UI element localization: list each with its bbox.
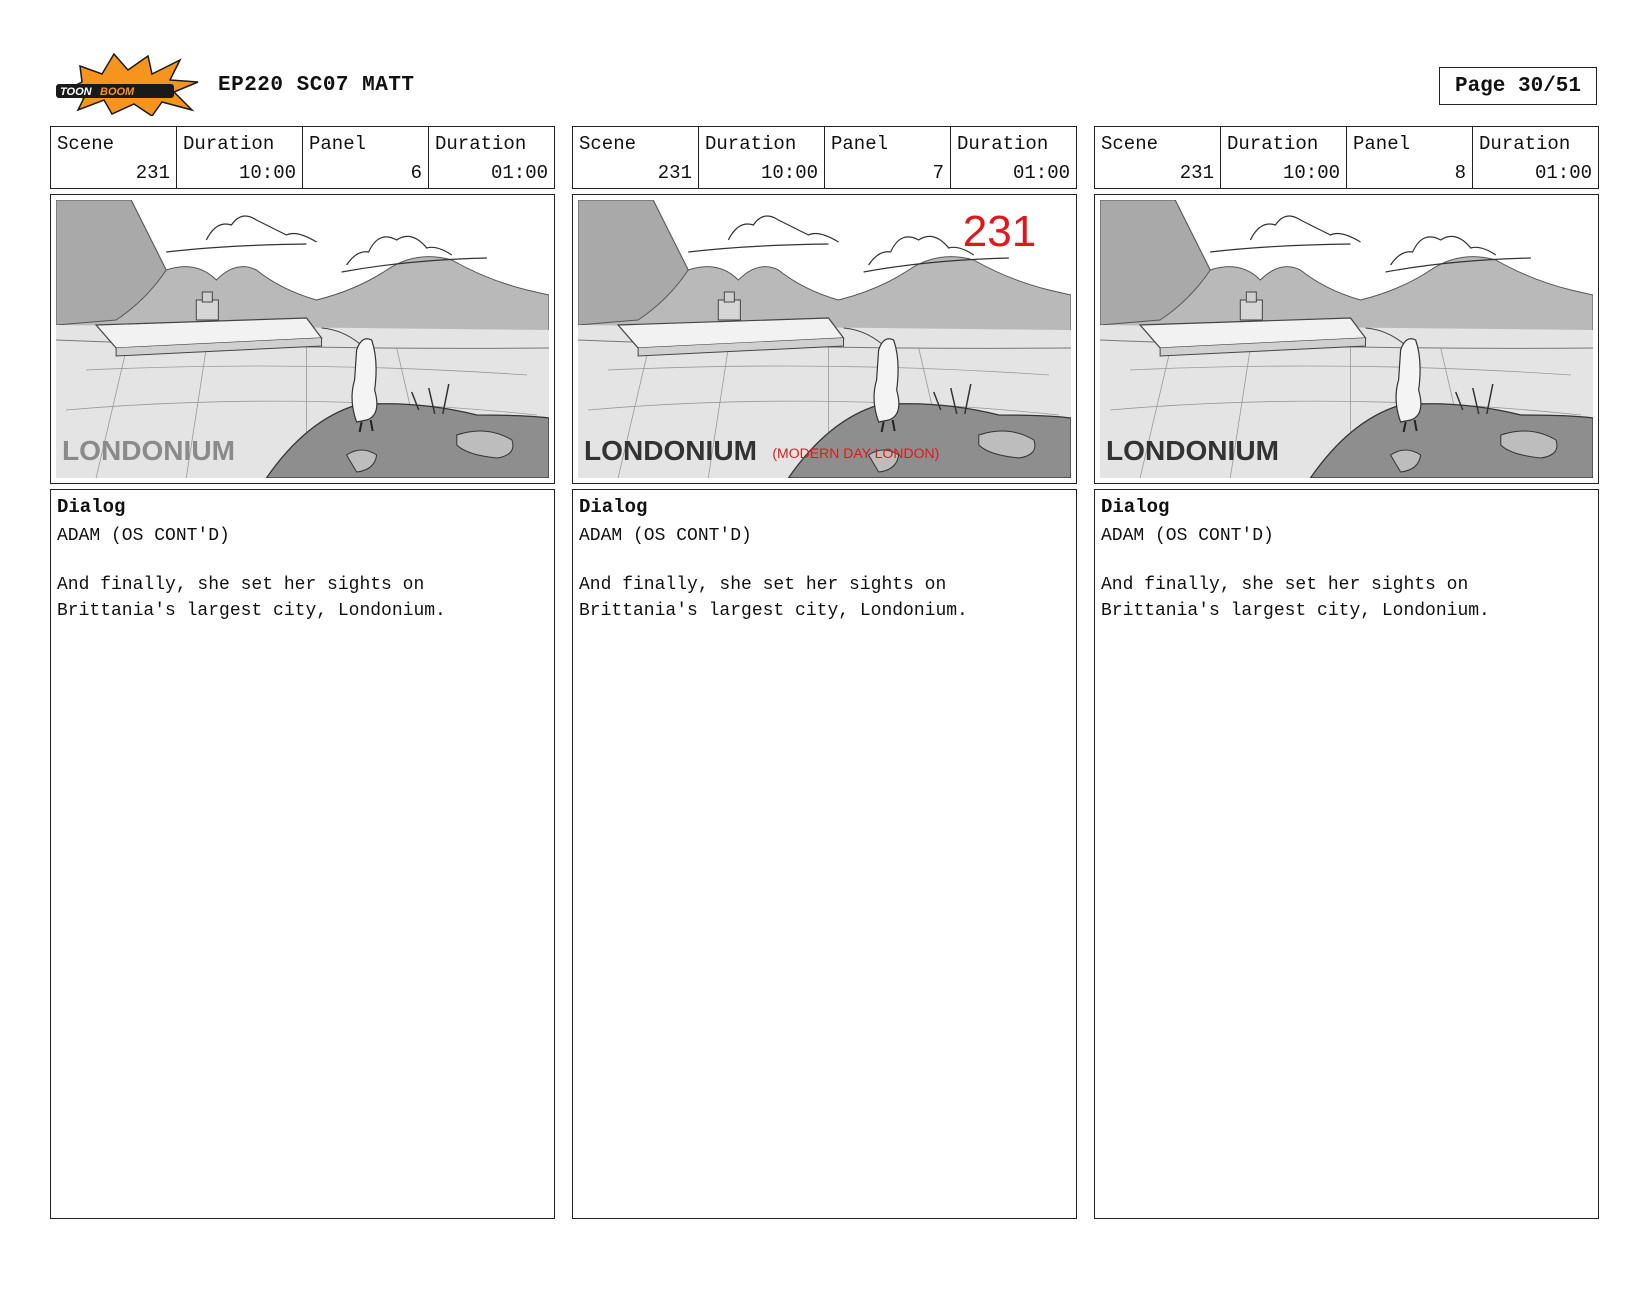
dialog-line-2: Brittania's largest city, Londonium.	[57, 601, 446, 621]
panel-column-7	[572, 126, 1077, 1219]
dialog-speaker: ADAM (OS CONT'D)	[57, 526, 230, 546]
scene-label: Scene	[579, 133, 637, 155]
scene-label: Scene	[57, 133, 115, 155]
scene-value: 231	[657, 162, 692, 184]
document-title: EP220 SC07 MATT	[218, 74, 415, 97]
page-indicator	[1439, 67, 1597, 105]
page-label: Page	[1454, 74, 1506, 98]
storyboard-drawing	[56, 200, 549, 478]
storyboard-frame	[1094, 194, 1599, 484]
dialog-speaker: ADAM (OS CONT'D)	[1101, 526, 1274, 546]
panel-info-header	[50, 126, 555, 189]
panel-value: 7	[932, 162, 944, 184]
panel-duration-label: Duration	[1479, 133, 1571, 155]
dialog-line-1: And finally, she set her sights on	[57, 575, 425, 595]
frame-scene-number: 231	[962, 207, 1037, 256]
storyboard-frame	[572, 194, 1077, 484]
panel-label: Panel	[831, 133, 889, 155]
panel-value: 8	[1454, 162, 1466, 184]
panel-column-8	[1094, 126, 1599, 1219]
panel-value: 6	[410, 162, 422, 184]
scene-duration-value: 10:00	[760, 162, 818, 184]
scene-duration-label: Duration	[183, 133, 275, 155]
toon-boom-logo	[52, 52, 202, 116]
frame-caption: LONDONIUM	[62, 435, 235, 466]
panel-column-6	[50, 126, 555, 1219]
dialog-line-2: Brittania's largest city, Londonium.	[1101, 601, 1490, 621]
panel-info-header	[572, 126, 1077, 189]
page-value: 30/51	[1518, 74, 1582, 98]
panel-duration-label: Duration	[957, 133, 1049, 155]
dialog-line-1: And finally, she set her sights on	[579, 575, 947, 595]
panel-info-header	[1094, 126, 1599, 189]
dialog-box	[1094, 489, 1599, 1219]
frame-caption: LONDONIUM	[584, 435, 757, 466]
svg-text:BOOM: BOOM	[100, 86, 135, 98]
scene-value: 231	[1179, 162, 1214, 184]
dialog-line-2: Brittania's largest city, Londonium.	[579, 601, 968, 621]
panel-label: Panel	[309, 133, 367, 155]
dialog-heading: Dialog	[57, 496, 126, 518]
scene-duration-label: Duration	[705, 133, 797, 155]
dialog-box	[572, 489, 1077, 1219]
frame-caption: LONDONIUM	[1106, 435, 1279, 466]
svg-text:TOON: TOON	[60, 86, 92, 98]
scene-label: Scene	[1101, 133, 1159, 155]
storyboard-drawing	[1100, 200, 1593, 478]
dialog-line-1: And finally, she set her sights on	[1101, 575, 1469, 595]
scene-duration-value: 10:00	[1282, 162, 1340, 184]
frame-subcaption: (MODERN DAY LONDON)	[772, 445, 940, 461]
panel-label: Panel	[1353, 133, 1411, 155]
dialog-heading: Dialog	[579, 496, 648, 518]
scene-duration-value: 10:00	[238, 162, 296, 184]
dialog-heading: Dialog	[1101, 496, 1170, 518]
dialog-box	[50, 489, 555, 1219]
scene-duration-label: Duration	[1227, 133, 1319, 155]
panel-duration-value: 01:00	[1534, 162, 1592, 184]
scene-value: 231	[135, 162, 170, 184]
storyboard-drawing	[578, 200, 1071, 478]
panel-duration-value: 01:00	[490, 162, 548, 184]
panel-duration-value: 01:00	[1012, 162, 1070, 184]
dialog-speaker: ADAM (OS CONT'D)	[579, 526, 752, 546]
panel-duration-label: Duration	[435, 133, 527, 155]
storyboard-frame	[50, 194, 555, 484]
